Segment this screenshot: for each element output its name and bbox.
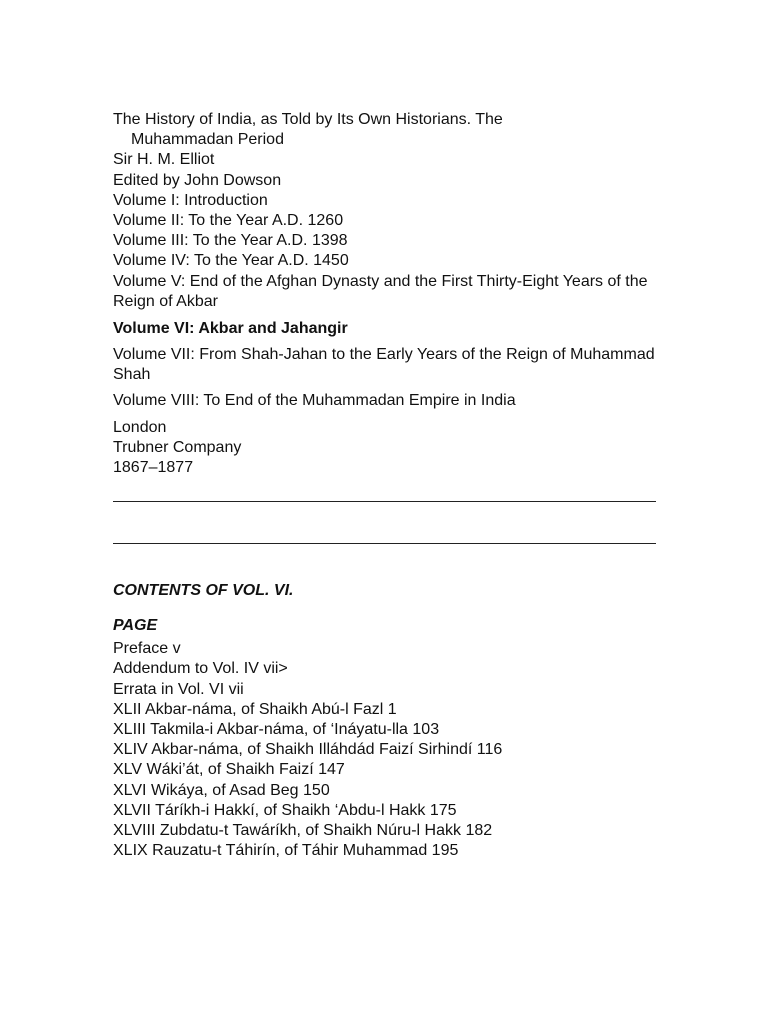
toc-entry: XLV Wáki’át, of Shaikh Faizí 147 xyxy=(113,761,345,779)
book-title: The History of India, as Told by Its Own Historians. The xyxy=(113,111,503,128)
volume-vii: Volume VII: From Shah-Jahan to the Early Years of the Reign of Muhammad Shah xyxy=(113,346,655,384)
toc-entry: XLVII Táríkh-i Hakkí, of Shaikh ‘Abdu-l Hakk 175 xyxy=(113,801,457,819)
book-title-continued: Muhammadan Period xyxy=(131,131,284,149)
volume-v: Volume V: End of the Afghan Dynasty and the First Thirty-Eight Years of the Reign of Akbar xyxy=(113,272,648,310)
volume-viii: Volume VIII: To End of the Muhammadan Empire in India xyxy=(113,392,516,410)
publication-place: London xyxy=(113,418,167,436)
toc-entry: XLVI Wikáya, of Asad Beg 150 xyxy=(113,781,330,799)
toc-entry: XLIV Akbar-náma, of Shaikh Illáhdád Faizí Sirhindí 116 xyxy=(113,741,503,759)
divider-bottom xyxy=(113,543,656,544)
contents-heading: CONTENTS OF VOL. VI. xyxy=(113,582,294,600)
toc-entry: XLIX Rauzatu-t Táhirín, of Táhir Muhammad 195 xyxy=(113,842,459,860)
volume-iv: Volume IV: To the Year A.D. 1450 xyxy=(113,252,349,270)
publication-years: 1867–1877 xyxy=(113,459,194,477)
volume-iii: Volume III: To the Year A.D. 1398 xyxy=(113,232,348,250)
document-page xyxy=(113,110,658,861)
toc-entry: Errata in Vol. VI vii xyxy=(113,680,244,698)
publisher: Trubner Company xyxy=(113,438,242,456)
volume-ii: Volume II: To the Year A.D. 1260 xyxy=(113,212,344,230)
table-of-contents xyxy=(113,639,658,861)
toc-entry: XLVIII Zubdatu-t Tawáríkh, of Shaikh Núru-l Hakk 182 xyxy=(113,822,493,840)
volume-i: Volume I: Introduction xyxy=(113,191,268,209)
toc-entry: XLII Akbar-náma, of Shaikh Abú-l Fazl 1 xyxy=(113,700,397,718)
volume-vi-heading: Volume VI: Akbar and Jahangir xyxy=(113,320,348,338)
toc-entry: XLIII Takmila-i Akbar-náma, of ‘Ináyatu-lla 103 xyxy=(113,721,440,739)
divider-top xyxy=(113,501,656,502)
book-author: Sir H. M. Elliot xyxy=(113,151,215,169)
toc-entry: Preface v xyxy=(113,640,181,658)
book-editor: Edited by John Dowson xyxy=(113,171,282,189)
page-column-heading: PAGE xyxy=(113,617,158,635)
toc-entry: Addendum to Vol. IV vii> xyxy=(113,660,288,678)
